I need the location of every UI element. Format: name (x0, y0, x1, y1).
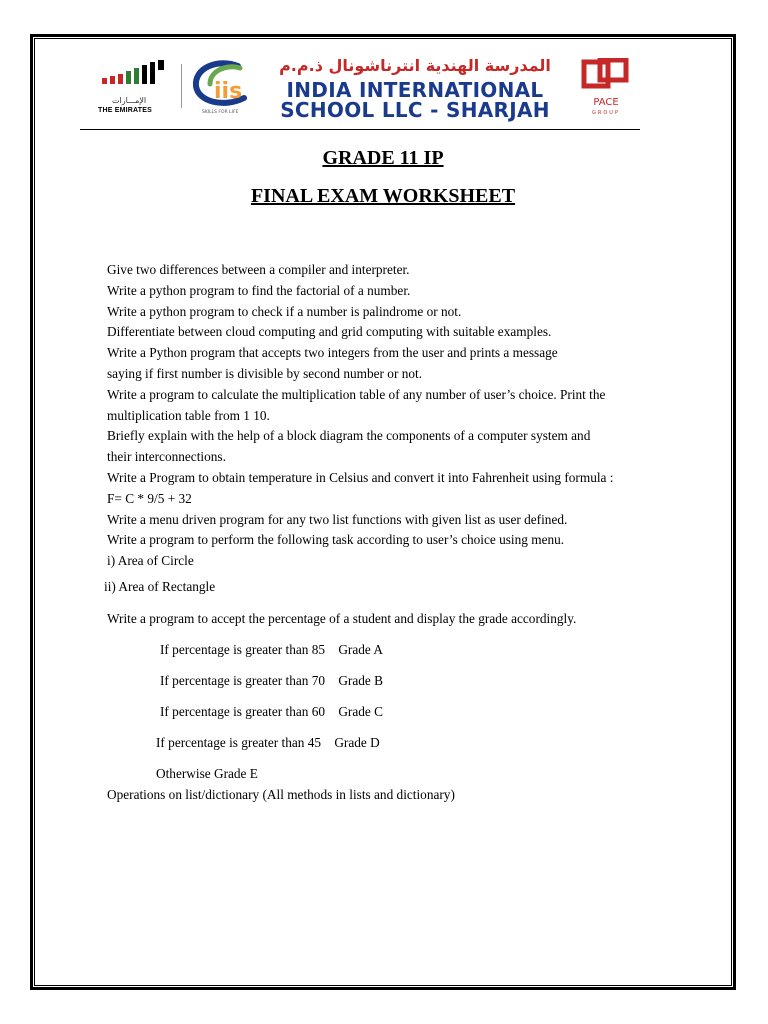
school-name-block (266, 56, 566, 122)
grade-title: GRADE 11 IP (322, 147, 444, 169)
question-line: Write a program to calculate the multiplication table of any number of user’s choice. Print the (107, 386, 606, 402)
sis-swirl-icon (188, 58, 260, 110)
school-name-line2: SCHOOL LLC - SHARJAH (280, 98, 550, 122)
questions-list (107, 260, 707, 572)
area-rectangle-option: ii) Area of Rectangle (104, 579, 216, 594)
question-line: Differentiate between cloud computing and grid computing with suitable examples. (107, 324, 552, 340)
emirates-bars-icon (100, 58, 170, 92)
question-line: Briefly explain with the help of a block diagram the components of a computer system and (107, 428, 591, 444)
question-line: Write a program to perform the following task according to user’s choice using menu. (107, 532, 565, 548)
grade-rule-d: If percentage is greater than 45 Grade D (156, 735, 380, 750)
school-name-line1: INDIA INTERNATIONAL (286, 78, 544, 102)
grade-rule-e: Otherwise Grade E (156, 766, 258, 781)
the-emirates-logo (98, 58, 176, 118)
grade-rule-a: If percentage is greater than 85 Grade A (160, 642, 383, 657)
school-name-arabic: المدرسة الهندية انترناشونال ذ.م.م (279, 56, 551, 75)
question-line: saying if first number is divisible by second number or not. (107, 365, 423, 381)
question-line: Write a python program to check if a number is palindrome or not. (107, 303, 462, 319)
emirates-arabic-text: الإمـــارات (112, 96, 147, 105)
logo-divider (181, 64, 182, 108)
school-header (80, 44, 640, 130)
sis-logo (188, 58, 260, 120)
pace-mark-icon (576, 58, 636, 98)
grade-rule-b: If percentage is greater than 70 Grade B (160, 673, 383, 688)
question-line: Write a menu driven program for any two list functions with given list as user defined. (107, 511, 568, 527)
grade-question: Write a program to accept the percentage of a student and display the grade accordingly. (107, 611, 577, 626)
pace-group-logo (576, 58, 636, 124)
grade-rule-c: If percentage is greater than 60 Grade C (160, 704, 383, 719)
worksheet-title: FINAL EXAM WORKSHEET (250, 185, 516, 207)
question-line: Give two differences between a compiler and interpreter. (107, 262, 410, 277)
pace-group-label: GROUP (592, 110, 620, 116)
question-line: Write a Python program that accepts two integers from the user and prints a message (107, 345, 558, 361)
question-line: multiplication table from 1 10. (107, 407, 270, 423)
question-line: i) Area of Circle (107, 553, 194, 569)
operations-question: Operations on list/dictionary (All methods in lists and dictionary) (107, 787, 455, 802)
pace-label: PACE (593, 97, 619, 108)
sis-logo-text: iis (214, 79, 243, 104)
question-line: their interconnections. (107, 449, 226, 465)
question-line: Write a Program to obtain temperature in Celsius and convert it into Fahrenheit using formula : (107, 469, 614, 485)
question-line: F= C * 9/5 + 32 (107, 490, 192, 506)
question-line: Write a python program to find the factorial of a number. (107, 282, 411, 298)
sis-tagline: SKILLS FOR LIFE (202, 110, 239, 115)
emirates-english-text: THE EMIRATES (98, 107, 152, 114)
header-rule (80, 129, 640, 130)
